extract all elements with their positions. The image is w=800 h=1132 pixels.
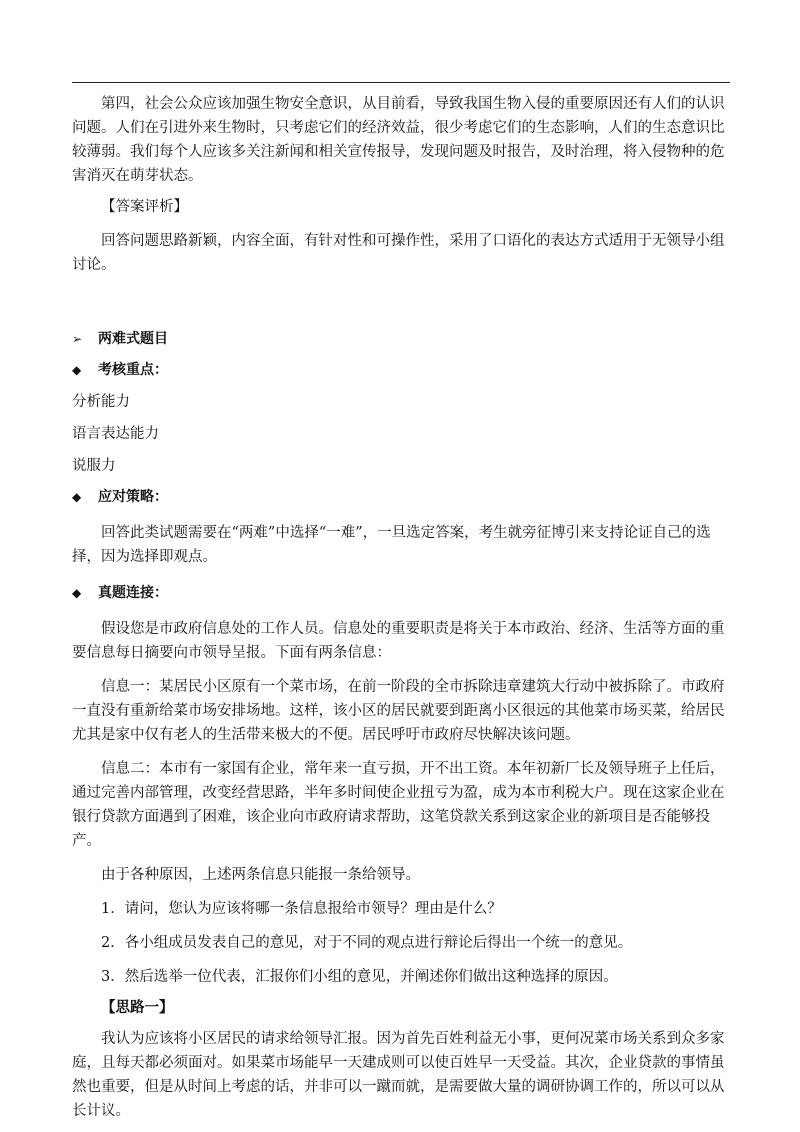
diamond-bullet-icon: ◆ (72, 586, 82, 600)
section-heading (72, 327, 730, 351)
real-question-heading (72, 581, 730, 605)
focus-title: 考核重点： (98, 362, 168, 378)
diamond-bullet-icon: ◆ (72, 490, 82, 504)
strategy-title: 应对策略： (98, 489, 168, 505)
header-rule (72, 82, 730, 83)
approach-one-text: 我认为应该将小区居民的请求给领导汇报。因为首先百姓利益无小事，更何况菜市场关系到众多家庭，且每天都必须面对。如果菜市场能早一天建成则可以使百姓早一天受益。其次，企业贷款的事情虽然也重要，但是从时间上考虑的话，并非可以一蹴而就，是需要做大量的调研协调工作的，所以可以从长计议。 (72, 1031, 725, 1119)
info-two: 信息二：本市有一家国有企业，常年来一直亏损，开不出工资。本年初新厂长及领导班子上任后，通过完善内部管理，改变经营思路，半年多时间使企业扭亏为盈，成为本市利税大户。现在这家企业在银行贷款方面遇到了困难，该企业向市政府请求帮助，这笔贷款关系到这家企业的新项目是否能够投产。 (72, 761, 725, 849)
answer-review-label: 【答案评析】 (101, 199, 188, 215)
answer-review-text: 回答问题思路新颖，内容全面，有针对性和可操作性，采用了口语化的表达方式适用于无领导小组讨论。 (72, 233, 725, 273)
real-question-title: 真题连接： (98, 585, 168, 601)
focus-heading (72, 358, 730, 382)
arrow-bullet-icon: ➢ (72, 332, 83, 346)
diamond-bullet-icon: ◆ (72, 363, 82, 377)
question-three: 3．然后选举一位代表，汇报你们小组的意见，并阐述你们做出这种选择的原因。 (101, 969, 618, 985)
section-title: 两难式题目 (98, 331, 168, 347)
document-body (72, 92, 730, 1123)
info-one: 信息一：某居民小区原有一个菜市场，在前一阶段的全市拆除违章建筑大行动中被拆除了。市政府一直没有重新给菜市场安排场地。这样，该小区的居民就要到距离小区很远的其他菜市场买菜，给居民尤其是家中仅有老人的生活带来极大的不便。居民呼吁市政府尽快解决该问题。 (72, 679, 725, 743)
approach-one-label: 【思路一】 (101, 999, 174, 1016)
scenario-intro: 假设您是市政府信息处的工作人员。信息处的重要职责是将关于本市政治、经济、生活等方面的重要信息每日摘要向市领导呈报。下面有两条信息： (72, 621, 725, 661)
focus-item-analysis: 分析能力 (72, 394, 130, 410)
paragraph-biosecurity: 第四，社会公众应该加强生物安全意识，从目前看，导致我国生物入侵的重要原因还有人们的认识问题。人们在引进外来生物时，只考虑它们的经济效益，很少考虑它们的生态影响，人们的生态意识比较薄弱。我们每个人应该多关注新闻和相关宣传报导，发现问题及时报告，及时治理，将入侵物种的危害消灭在萌芽状态。 (72, 96, 725, 184)
strategy-heading (72, 485, 730, 509)
question-two: 2．各小组成员发表自己的意见，对于不同的观点进行辩论后得出一个统一的意见。 (101, 935, 633, 951)
question-one: 1．请问，您认为应该将哪一条信息报给市领导？理由是什么？ (101, 901, 502, 917)
strategy-text: 回答此类试题需要在“两难”中选择“一难”，一旦选定答案，考生就旁征博引来支持论证自己的选择，因为选择即观点。 (72, 525, 711, 565)
focus-item-persuasion: 说服力 (72, 458, 116, 474)
focus-item-expression: 语言表达能力 (72, 426, 159, 442)
constraint-text: 由于各种原因，上述两条信息只能报一条给领导。 (101, 867, 420, 883)
